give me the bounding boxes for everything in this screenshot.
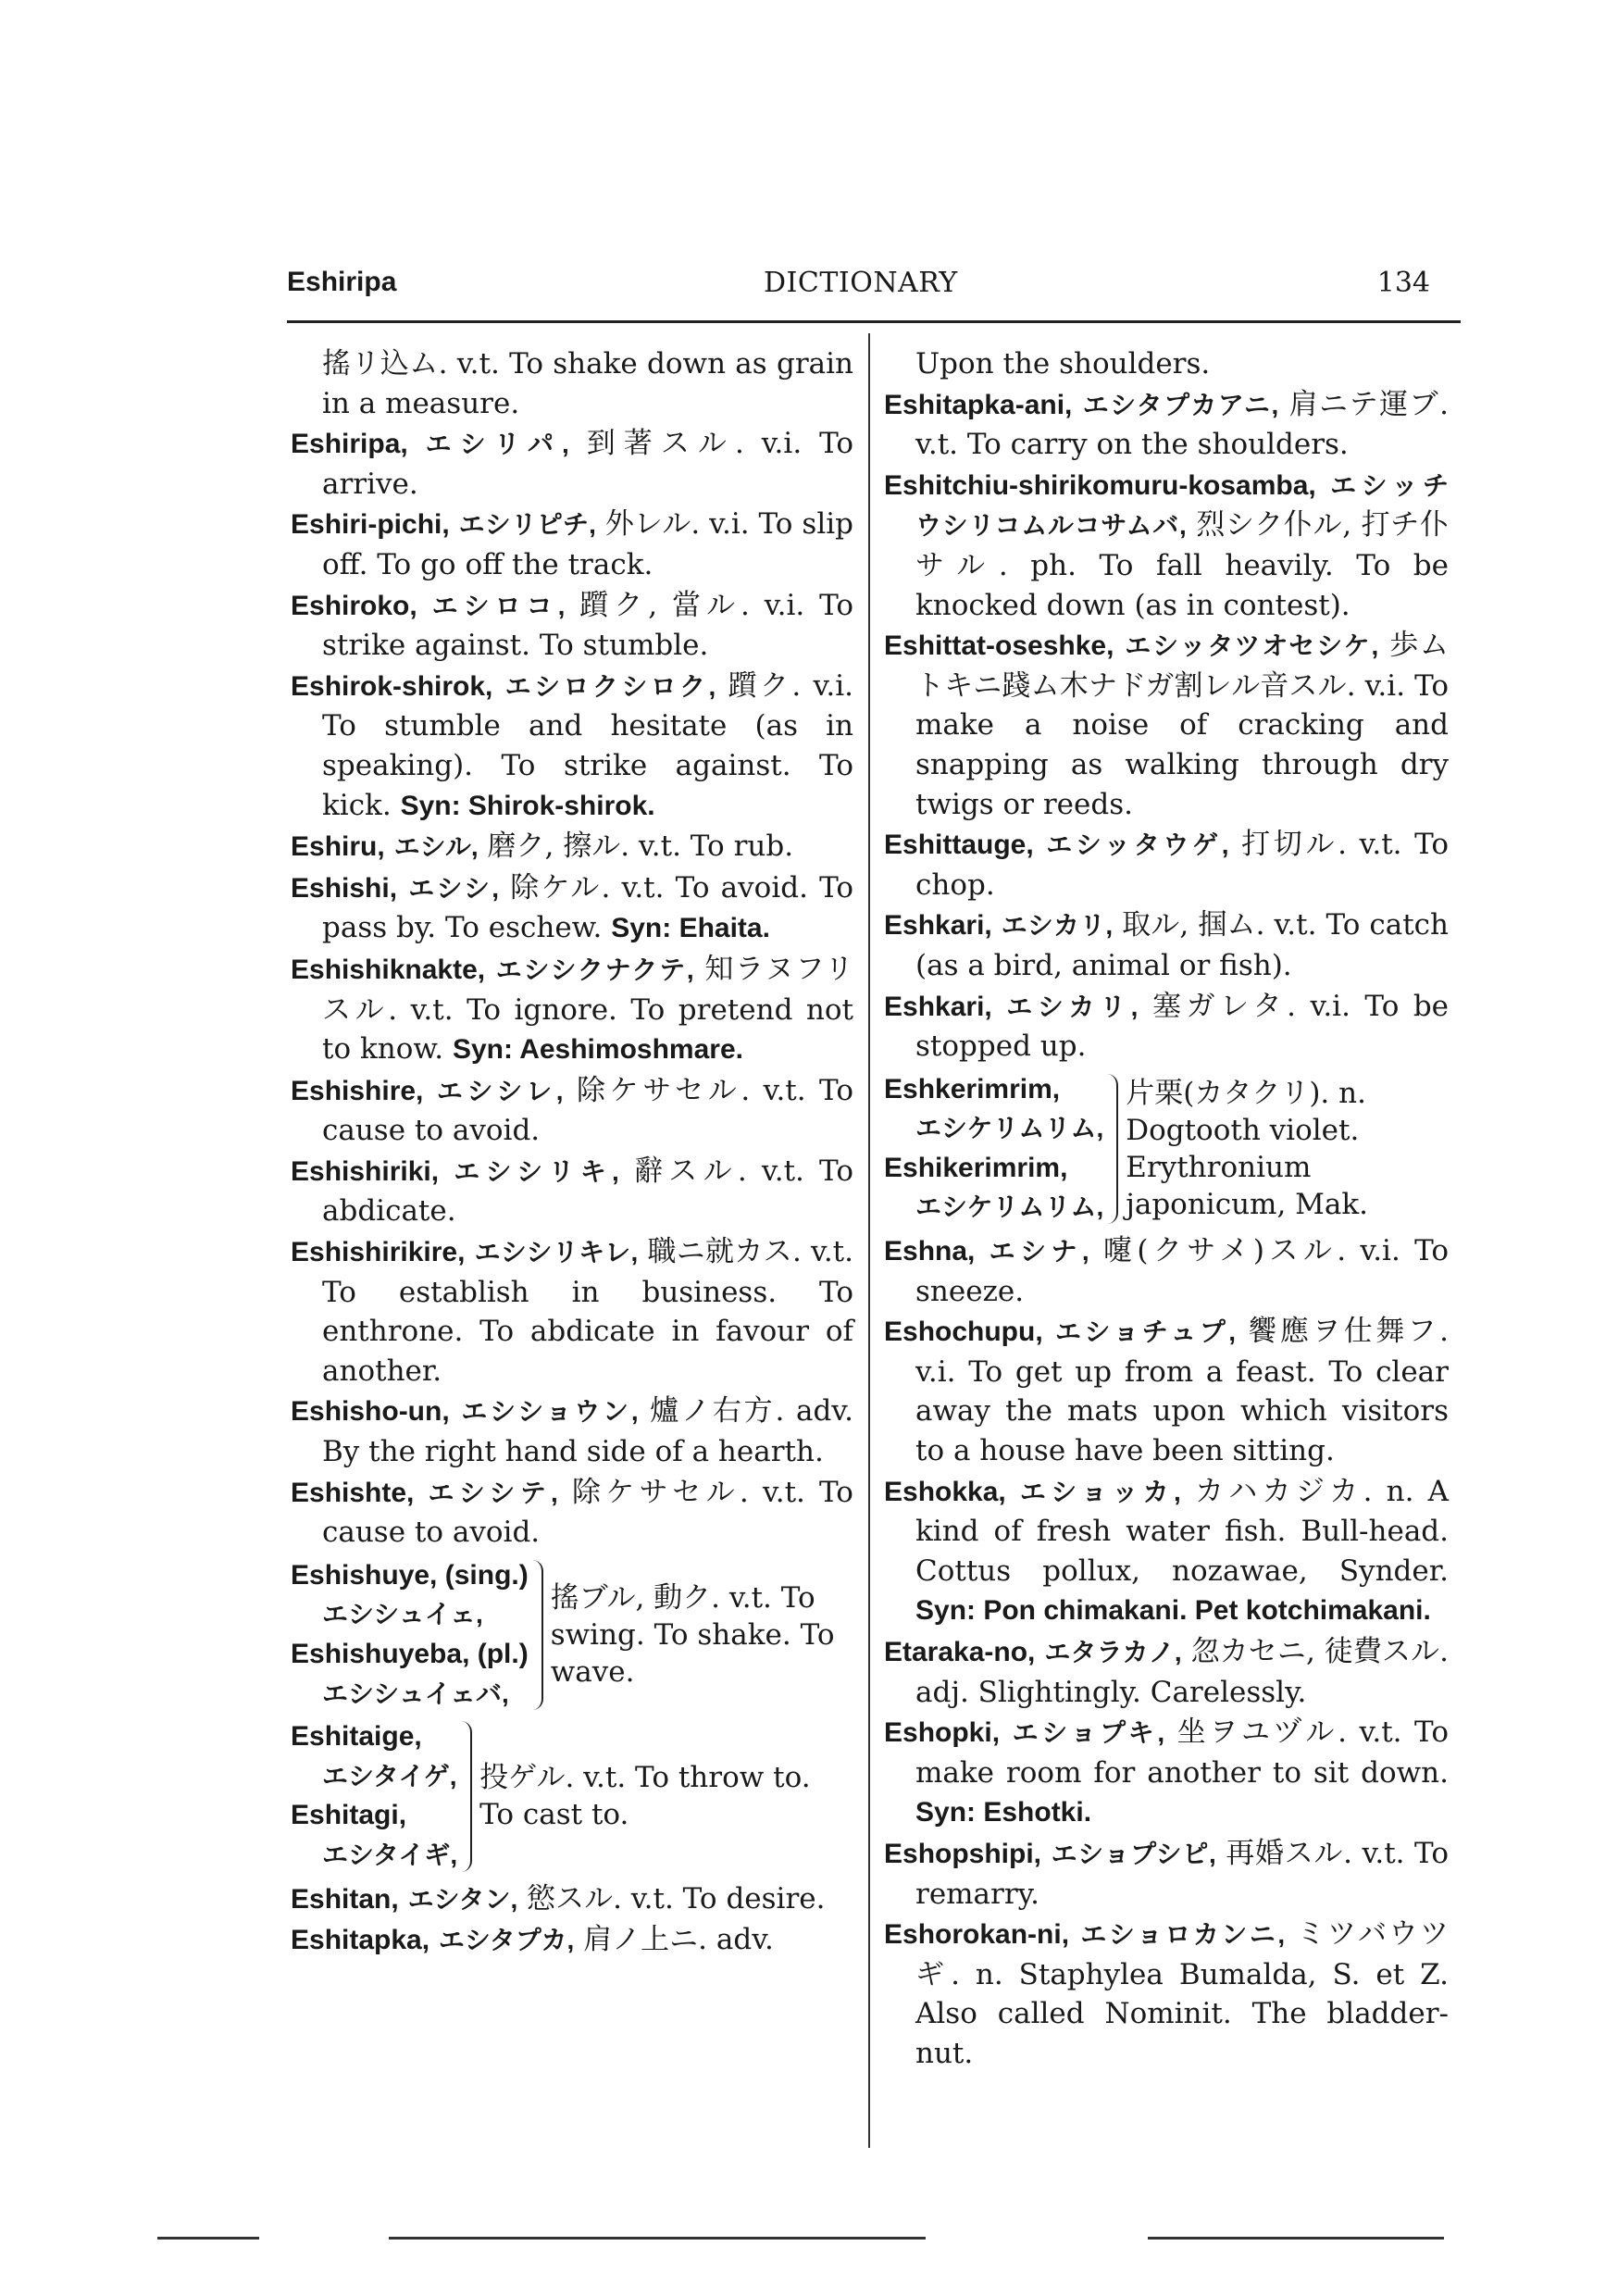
brace bbox=[461, 1721, 472, 1871]
dictionary-entry bbox=[884, 987, 1449, 1067]
katakana: エシル, bbox=[393, 832, 479, 862]
headword: Eshishi, bbox=[291, 872, 398, 904]
katakana: エシタイギ, bbox=[322, 1840, 458, 1869]
footer-rule bbox=[1148, 2237, 1444, 2240]
definition: 爐ノ右方. adv. By the right hand side of a hearth. bbox=[322, 1394, 853, 1469]
definition: 嚔(クサメ)スル. v.i. To sneeze. bbox=[915, 1234, 1450, 1308]
katakana: エシタプカアニ, bbox=[1082, 390, 1279, 419]
grouped-entry bbox=[291, 1556, 853, 1714]
definition: 打切ル. v.t. To chop. bbox=[915, 828, 1450, 902]
katakana: エシシリキレ, bbox=[474, 1238, 639, 1267]
headword: Eshitapka, bbox=[291, 1925, 430, 1956]
definition: 塞ガレタ. v.i. To be stopped up. bbox=[915, 989, 1450, 1064]
katakana: エショプシピ, bbox=[1051, 1839, 1216, 1868]
headword: Eshokka, bbox=[884, 1476, 1006, 1507]
headword: Eshiroko, bbox=[291, 590, 417, 621]
continued-entry: 搖リ込ム. v.t. To shake down as grain in a measure. bbox=[322, 347, 853, 420]
grouped-entry bbox=[884, 1070, 1449, 1228]
dictionary-entry bbox=[884, 905, 1449, 985]
definition: 躓ク, 當ル. v.i. To strike against. To stumble. bbox=[322, 588, 854, 663]
dictionary-entry bbox=[884, 385, 1449, 465]
definition: 歩ムトキニ踐ム木ナドガ割レル音スル. v.i. To make a noise of cracking and snapping as walking through dry twigs or reeds. bbox=[915, 629, 1449, 821]
katakana: エシシリキ, bbox=[454, 1156, 619, 1186]
definition: 肩ニテ運ブ. v.t. To carry on the shoulders. bbox=[915, 387, 1449, 462]
headword: Eshna, bbox=[884, 1236, 976, 1267]
dictionary-entry bbox=[884, 1312, 1449, 1470]
katakana: エシロクシロク, bbox=[504, 671, 716, 701]
footer-rule bbox=[389, 2237, 926, 2240]
dictionary-entry bbox=[884, 1713, 1449, 1833]
katakana: エタラカノ, bbox=[1044, 1638, 1182, 1666]
definition: 片栗(カタクリ). n. Dogtooth violet. Erythronium japonicum, Mak. bbox=[1126, 1076, 1369, 1221]
headword: Eshikerimrim, bbox=[884, 1152, 1068, 1183]
dictionary-entry bbox=[884, 1915, 1449, 2073]
definition: 知ラヌフリスル. v.t. To ignore. To pretend not to know. bbox=[322, 952, 854, 1067]
katakana: エシシュイェ, bbox=[322, 1600, 483, 1629]
dictionary-entry bbox=[291, 868, 853, 949]
headword: Eshopki, bbox=[884, 1717, 1001, 1749]
headword: Eshishiknakte, bbox=[291, 954, 486, 985]
right-column bbox=[884, 344, 1449, 2075]
synonym: Syn: Pon chimakani. Pet kotchimakani. bbox=[915, 1595, 1431, 1627]
definition: 外レル. v.i. To slip off. To go off the track. bbox=[322, 507, 853, 581]
katakana: エショチュプ, bbox=[1054, 1317, 1237, 1347]
headword: Etaraka-no, bbox=[884, 1637, 1036, 1667]
headword: Eshitagi, bbox=[291, 1800, 407, 1831]
definition: 取ル, 掴ム. v.t. To catch (as a bird, animal or fish). bbox=[915, 908, 1450, 982]
katakana: エシッタツオセシケ, bbox=[1125, 631, 1379, 661]
headword: Eshkari, bbox=[884, 991, 992, 1022]
dictionary-entry bbox=[884, 626, 1449, 824]
dictionary-entry bbox=[291, 1071, 853, 1151]
dictionary-entry bbox=[291, 1152, 853, 1231]
brace bbox=[1107, 1074, 1118, 1224]
headword: Eshkari, bbox=[884, 910, 992, 942]
katakana: エシッチウシリコムルコサムバ, bbox=[915, 470, 1449, 541]
headword: Eshochupu, bbox=[884, 1316, 1043, 1348]
dictionary-entry bbox=[884, 1632, 1449, 1712]
definition: 除ケサセル. v.t. To cause to avoid. bbox=[322, 1073, 853, 1148]
katakana: エシシュイェバ, bbox=[322, 1678, 509, 1708]
dictionary-entry bbox=[291, 950, 853, 1070]
footer-rule bbox=[157, 2237, 259, 2240]
definition: 肩ノ上ニ. adv. bbox=[583, 1923, 774, 1957]
column-divider bbox=[868, 333, 870, 2148]
dictionary-entry bbox=[291, 1473, 853, 1553]
dictionary-entry bbox=[884, 1834, 1449, 1914]
headword: Eshorokan-ni, bbox=[884, 1919, 1070, 1951]
definition: カハカジカ. n. A kind of fresh water fish. Bull-head. Cottus pollux, nozawae, Synder. bbox=[915, 1474, 1449, 1588]
definition: 再婚スル. v.t. To remarry. bbox=[915, 1836, 1449, 1911]
definition: 到著スル. v.i. To arrive. bbox=[322, 427, 854, 501]
left-column bbox=[291, 344, 853, 1962]
dictionary-entry bbox=[291, 667, 853, 826]
dictionary-entry bbox=[291, 1920, 853, 1961]
synonym: Syn: Ehaita. bbox=[611, 913, 770, 944]
definition: 辭スル. v.t. To abdicate. bbox=[322, 1154, 853, 1229]
headword: Eshitapka-ani, bbox=[884, 389, 1073, 420]
headword: Eshishire, bbox=[291, 1075, 424, 1106]
katakana: エシカリ, bbox=[1001, 911, 1114, 941]
katakana: エシショウン, bbox=[461, 1397, 639, 1427]
dictionary-entry bbox=[291, 827, 853, 867]
katakana: エシシテ, bbox=[428, 1478, 558, 1507]
katakana: エショロカンニ, bbox=[1080, 1920, 1286, 1950]
katakana: エシロコ, bbox=[431, 591, 566, 620]
running-head-title: DICTIONARY bbox=[764, 267, 958, 299]
katakana: エショプキ, bbox=[1012, 1718, 1165, 1748]
katakana: エシケリムリム, bbox=[915, 1114, 1104, 1143]
katakana: エシタン, bbox=[407, 1884, 518, 1914]
headword: Eshittauge, bbox=[884, 830, 1034, 861]
continued-entry: Upon the shoulders. bbox=[915, 347, 1211, 381]
headword: Eshisho-un, bbox=[291, 1396, 450, 1428]
running-head-left: Eshiripa bbox=[287, 267, 397, 297]
headword: Eshishuyeba, (pl.) bbox=[291, 1639, 529, 1669]
header-rule bbox=[287, 320, 1461, 323]
definition: 除ケサセル. v.t. To cause to avoid. bbox=[322, 1475, 853, 1550]
definition: 烈シク仆ル, 打チ仆サル. ph. To fall heavily. To be knocked down (as in contest). bbox=[915, 508, 1449, 622]
headword: Eshiripa, bbox=[291, 429, 408, 460]
headword: Eshishte, bbox=[291, 1477, 415, 1508]
headword: Eshishiriki, bbox=[291, 1155, 440, 1187]
headword: Eshitaige, bbox=[291, 1721, 422, 1753]
headword: Eshiru, bbox=[291, 831, 385, 863]
dictionary-entry bbox=[291, 1232, 853, 1391]
definition: 坐ヲユヅル. v.t. To make room for another to sit down. bbox=[915, 1716, 1449, 1790]
katakana: エシナ, bbox=[989, 1237, 1089, 1267]
dictionary-entry bbox=[291, 1879, 853, 1920]
headword: Eshittat-oseshke, bbox=[884, 630, 1114, 662]
definition: 磨ク, 擦ル. v.t. To rub. bbox=[487, 830, 794, 864]
katakana: エシタイゲ, bbox=[322, 1761, 457, 1791]
katakana: エシシクナクテ, bbox=[495, 955, 694, 984]
definition: 慾スル. v.t. To desire. bbox=[527, 1881, 826, 1915]
dictionary-entry bbox=[884, 825, 1449, 905]
katakana: エシリパ, bbox=[425, 430, 569, 459]
dictionary-entry bbox=[884, 1472, 1449, 1631]
definition: 職ニ就カス. v.t. To establish in business. To enthrone. To abdicate in favour of another. bbox=[322, 1235, 853, 1388]
definition: 饗應ヲ仕舞フ. v.i. To get up from a feast. To clear away the mats upon which visitors to a house have been sitting. bbox=[915, 1315, 1449, 1468]
dictionary-entry bbox=[291, 1391, 853, 1471]
synonym: Syn: Eshotki. bbox=[915, 1797, 1092, 1828]
katakana: エシケリムリム, bbox=[915, 1192, 1104, 1222]
katakana: エシリピチ, bbox=[458, 510, 596, 540]
headword: Eshirok-shirok, bbox=[291, 670, 493, 702]
headword: Eshopshipi, bbox=[884, 1838, 1042, 1869]
dictionary-entry bbox=[291, 424, 853, 504]
dictionary-entry bbox=[884, 1231, 1449, 1311]
katakana: エシシ, bbox=[408, 873, 500, 903]
page-header bbox=[287, 267, 1458, 304]
page-number: 134 bbox=[1376, 267, 1430, 299]
headword: Eshkerimrim, bbox=[884, 1073, 1061, 1104]
katakana: エシタプカ, bbox=[438, 1926, 575, 1955]
definition: ミツバウツギ. n. Staphylea Bumalda, S. et Z. Also called Nominit. The bladder-nut. bbox=[915, 1917, 1449, 2070]
dictionary-entry bbox=[291, 586, 853, 666]
headword: Eshishirikire, bbox=[291, 1237, 466, 1268]
katakana: エシッタウゲ, bbox=[1046, 830, 1229, 860]
definition: 躓ク. v.i. To stumble and hesitate (as in speaking). To strike against. To kick. bbox=[322, 668, 853, 822]
grouped-entry bbox=[291, 1717, 853, 1875]
katakana: エシカリ, bbox=[1006, 992, 1139, 1021]
definition: 投ゲル. v.t. To throw to. To cast to. bbox=[479, 1761, 811, 1832]
dictionary-entry bbox=[884, 466, 1449, 625]
definition: 忽カセニ, 徒費スル. adj. Slightingly. Carelessly. bbox=[915, 1635, 1449, 1709]
headword: Eshitchiu-shirikomuru-kosamba, bbox=[884, 469, 1316, 501]
definition: 搖ブル, 動ク. v.t. To swing. To shake. To wave. bbox=[550, 1581, 835, 1689]
synonym: Syn: Aeshimoshmare. bbox=[452, 1034, 743, 1066]
headword: Eshiri-pichi, bbox=[291, 509, 450, 541]
dictionary-entry bbox=[291, 505, 853, 584]
headword: Eshitan, bbox=[291, 1883, 399, 1915]
synonym: Syn: Shirok-shirok. bbox=[400, 790, 655, 821]
katakana: エシシレ, bbox=[436, 1076, 564, 1105]
brace bbox=[532, 1560, 543, 1710]
headword: Eshishuye, (sing.) bbox=[291, 1559, 529, 1591]
definition: 除ケル. v.t. To avoid. To pass by. To eschew. bbox=[322, 870, 854, 945]
katakana: エショッカ, bbox=[1019, 1477, 1181, 1506]
